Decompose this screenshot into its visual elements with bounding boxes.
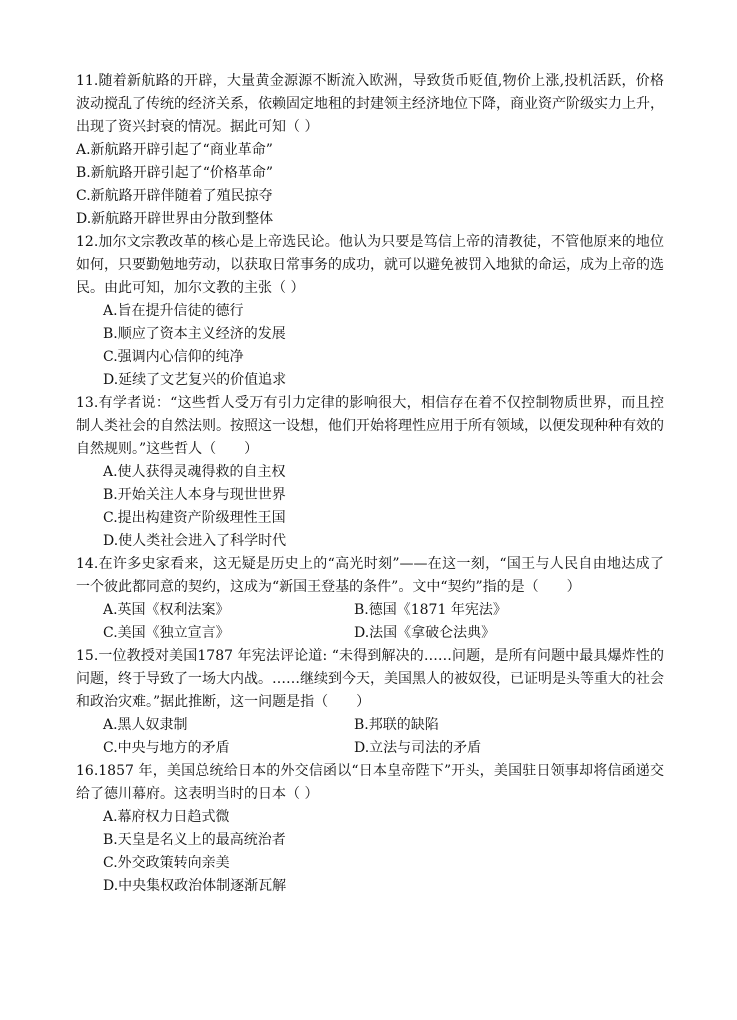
option-a: A.使人获得灵魂得救的自主权 bbox=[103, 464, 286, 480]
question-14 bbox=[76, 553, 664, 645]
option-a: A.幕府权力日趋式微 bbox=[103, 809, 230, 825]
option-b: B.顺应了资本主义经济的发展 bbox=[103, 326, 286, 342]
option-list bbox=[76, 300, 664, 392]
question-stem: 11.随着新航路的开辟，大量黄金源源不断流入欧洲，导致货币贬值,物价上涨,投机活跃，价格波动搅乱了传统的经济关系，依赖固定地租的封建领主经济地位下降，商业资产阶级实力上升，出现了资兴封衰的情况。据此可知（ ） bbox=[76, 73, 664, 135]
option-d: D.立法与司法的矛盾 bbox=[354, 740, 482, 756]
option-a: A.新航路开辟引起了“商业革命” bbox=[76, 142, 273, 158]
question-stem: 12.加尔文宗教改革的核心是上帝选民论。他认为只要是笃信上帝的清教徒，不管他原来的地位如何，只要勤勉地劳动，以获取日常事务的成功，就可以避免被罚入地狱的命运，成为上帝的选民。由此可知，加尔文教的主张（ ） bbox=[76, 234, 664, 296]
option-list bbox=[76, 139, 664, 231]
option-a: A.英国《权利法案》 bbox=[103, 602, 230, 618]
option-list bbox=[76, 806, 664, 898]
option-row bbox=[103, 737, 664, 760]
option-row bbox=[103, 714, 664, 737]
option-b: B.新航路开辟引起了“价格革命” bbox=[76, 165, 274, 181]
option-d: D.使人类社会进入了科学时代 bbox=[103, 533, 287, 549]
option-b: B.德国《1871 年宪法》 bbox=[354, 602, 507, 618]
option-c: C.外交政策转向亲美 bbox=[103, 855, 230, 871]
option-a: A.旨在提升信徒的德行 bbox=[103, 303, 244, 319]
question-12 bbox=[76, 231, 664, 392]
option-row bbox=[103, 599, 664, 622]
option-row bbox=[103, 622, 664, 645]
question-stem: 15.一位教授对美国1787 年宪法评论道: “未得到解决的……问题，是所有问题中最具爆炸性的问题，终于导致了一场大内战。……继续到今天，美国黑人的被奴役，已证明是头等重大的社会和政治灾难。”据此推断，这一问题是指（ ） bbox=[76, 648, 664, 710]
option-c: C.中央与地方的矛盾 bbox=[103, 740, 230, 756]
question-15 bbox=[76, 645, 664, 760]
question-11 bbox=[76, 70, 664, 231]
option-list bbox=[76, 714, 664, 760]
option-c: C.新航路开辟伴随着了殖民掠夺 bbox=[76, 188, 273, 204]
option-d: D.法国《拿破仑法典》 bbox=[354, 625, 496, 641]
option-d: D.延续了文艺复兴的价值追求 bbox=[103, 372, 287, 388]
question-list bbox=[76, 70, 664, 898]
question-stem: 16.1857 年，美国总统给日本的外交信函以“日本皇帝陛下”开头，美国驻日领事却将信函递交给了德川幕府。这表明当时的日本（ ） bbox=[76, 763, 664, 802]
option-list bbox=[76, 461, 664, 553]
option-list bbox=[76, 599, 664, 645]
question-stem: 14.在许多史家看来，这无疑是历史上的“高光时刻”——在这一刻，“国王与人民自由地达成了一个彼此都同意的契约，这成为“新国王登基的条件”。文中“契约”指的是（ ） bbox=[76, 556, 664, 595]
option-c: C.美国《独立宣言》 bbox=[103, 625, 230, 641]
option-d: D.新航路开辟世界由分散到整体 bbox=[76, 211, 274, 227]
question-13 bbox=[76, 392, 664, 553]
option-c: C.强调内心信仰的纯净 bbox=[103, 349, 244, 365]
option-c: C.提出构建资产阶级理性王国 bbox=[103, 510, 286, 526]
option-a: A.黑人奴隶制 bbox=[103, 717, 188, 733]
option-b: B.天皇是名义上的最高统治者 bbox=[103, 832, 286, 848]
question-stem: 13.有学者说：“这些哲人受万有引力定律的影响很大，相信存在着不仅控制物质世界，而且控制人类社会的自然法则。按照这一设想，他们开始将理性应用于所有领域，以便发现种种有效的自然规则。”这些哲人（ ） bbox=[76, 395, 664, 457]
option-b: B.邦联的缺陷 bbox=[354, 717, 439, 733]
question-16 bbox=[76, 760, 664, 898]
option-b: B.开始关注人本身与现世世界 bbox=[103, 487, 286, 503]
option-d: D.中央集权政治体制逐渐瓦解 bbox=[103, 878, 287, 894]
